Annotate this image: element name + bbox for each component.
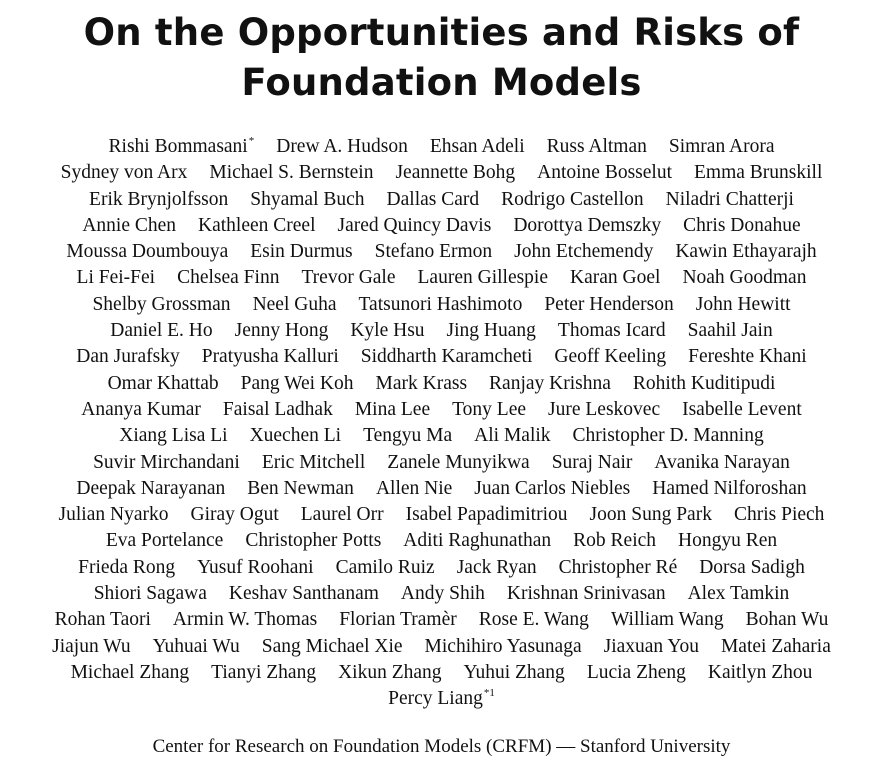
author-name bbox=[110, 318, 212, 344]
author-name-text: Tianyi Zhang bbox=[211, 661, 317, 683]
author-name-text: Ali Malik bbox=[474, 425, 551, 447]
author-name bbox=[190, 502, 278, 528]
author-name-text: Pratyusha Kalluri bbox=[201, 346, 339, 368]
paper-title-line-2: Foundation Models bbox=[241, 61, 642, 104]
author-name-text: Ananya Kumar bbox=[81, 398, 201, 420]
author-name-text: Sang Michael Xie bbox=[261, 635, 403, 657]
author-name-text: Ehsan Adeli bbox=[429, 136, 525, 157]
author-name bbox=[699, 555, 805, 581]
author-name-text: Annie Chen bbox=[82, 214, 177, 236]
author-name-text: Tatsunori Hashimoto bbox=[358, 293, 523, 315]
author-name-text: Christopher Ré bbox=[558, 556, 678, 578]
author-name-text: Joon Sung Park bbox=[589, 504, 712, 526]
paper-title bbox=[0, 8, 883, 108]
author-name-text: John Hewitt bbox=[695, 293, 791, 315]
author-line bbox=[0, 318, 883, 344]
author-name bbox=[94, 581, 207, 607]
author-name-text: Pang Wei Koh bbox=[240, 372, 354, 394]
author-name-text: Simran Arora bbox=[668, 136, 775, 157]
author-name-text: Rob Reich bbox=[573, 530, 657, 552]
author-name bbox=[82, 213, 176, 239]
author-name-text: Christopher D. Manning bbox=[572, 425, 764, 447]
author-name bbox=[376, 371, 468, 397]
author-name-text: Erik Brynjolfsson bbox=[89, 188, 229, 210]
author-name-text: Antoine Bosselut bbox=[537, 162, 673, 184]
author-name bbox=[457, 555, 537, 581]
author-name-text: Jing Huang bbox=[446, 320, 536, 342]
author-name bbox=[276, 134, 408, 160]
author-name bbox=[570, 265, 660, 291]
author-name bbox=[489, 371, 611, 397]
author-line bbox=[0, 607, 883, 633]
author-name bbox=[633, 371, 775, 397]
author-name-text: Omar Khattab bbox=[107, 372, 219, 394]
author-name bbox=[61, 160, 188, 186]
author-name-text: Shiori Sagawa bbox=[93, 583, 207, 605]
author-line bbox=[0, 344, 883, 370]
author-footnote-mark: * bbox=[248, 135, 255, 147]
author-name bbox=[223, 397, 333, 423]
author-name bbox=[71, 660, 190, 686]
author-name-text: Frieda Rong bbox=[78, 556, 176, 578]
author-name-text: Xikun Zhang bbox=[338, 661, 442, 683]
author-name-text: Peter Henderson bbox=[544, 293, 674, 315]
author-name-text: Zanele Munyikwa bbox=[387, 451, 530, 473]
author-name-text: Saahil Jain bbox=[687, 320, 773, 342]
author-name-text: Rohith Kuditipudi bbox=[632, 372, 776, 394]
author-name bbox=[81, 397, 201, 423]
author-name bbox=[359, 292, 523, 318]
author-name bbox=[52, 634, 130, 660]
author-name-text: Siddharth Karamcheti bbox=[360, 346, 533, 368]
author-name bbox=[173, 607, 317, 633]
author-name-text: Jeannette Bohg bbox=[395, 162, 516, 184]
author-name bbox=[66, 239, 228, 265]
author-name-text: Yuhuai Wu bbox=[152, 635, 240, 657]
author-name bbox=[721, 634, 831, 660]
author-name-text: Xiang Lisa Li bbox=[119, 425, 228, 447]
author-name bbox=[209, 160, 373, 186]
author-name bbox=[604, 634, 699, 660]
author-name-text: Thomas Icard bbox=[557, 320, 666, 342]
author-name bbox=[590, 502, 712, 528]
author-name bbox=[547, 134, 647, 160]
author-name bbox=[474, 476, 630, 502]
author-name bbox=[573, 423, 764, 449]
author-line bbox=[0, 581, 883, 607]
author-name-text: John Etchemendy bbox=[514, 241, 654, 263]
author-name-text: Isabel Papadimitriou bbox=[405, 504, 568, 526]
author-name-text: Fereshte Khani bbox=[688, 346, 807, 368]
author-name bbox=[678, 528, 777, 554]
author-name bbox=[406, 502, 568, 528]
author-name bbox=[587, 660, 686, 686]
author-name-text: Michael Zhang bbox=[70, 661, 190, 683]
author-name bbox=[202, 344, 339, 370]
author-name-text: Jiajun Wu bbox=[52, 635, 131, 657]
author-name-text: Sydney von Arx bbox=[60, 162, 188, 184]
author-name-text: Tengyu Ma bbox=[363, 425, 453, 447]
author-name-text: Noah Goodman bbox=[682, 267, 807, 289]
author-name-text: Chelsea Finn bbox=[177, 267, 280, 289]
author-name-text: Alex Tamkin bbox=[687, 583, 790, 605]
author-name bbox=[250, 239, 352, 265]
author-name-text: Krishnan Srinivasan bbox=[506, 583, 666, 605]
author-name-text: Allen Nie bbox=[375, 477, 453, 499]
author-name bbox=[452, 397, 526, 423]
author-name bbox=[464, 660, 565, 686]
author-name-text: William Wang bbox=[610, 609, 724, 631]
author-name bbox=[76, 476, 225, 502]
author-name-text: Kawin Ethayarajh bbox=[675, 241, 817, 263]
author-name bbox=[548, 397, 660, 423]
author-name-text: Shyamal Buch bbox=[250, 188, 365, 210]
author-name bbox=[688, 344, 807, 370]
author-name-text: Jenny Hong bbox=[234, 320, 329, 342]
author-name bbox=[479, 607, 589, 633]
author-name-text: Juan Carlos Niebles bbox=[474, 477, 631, 499]
author-name bbox=[425, 634, 582, 660]
author-name bbox=[78, 555, 175, 581]
author-name-text: Deepak Narayanan bbox=[76, 477, 226, 499]
author-line bbox=[0, 397, 883, 423]
author-name-text: Hamed Nilforoshan bbox=[652, 477, 807, 499]
author-name bbox=[177, 265, 279, 291]
author-name bbox=[559, 555, 678, 581]
author-name bbox=[76, 344, 179, 370]
author-name-text: Drew A. Hudson bbox=[276, 136, 408, 157]
author-name bbox=[669, 134, 775, 160]
author-name-text: Kaitlyn Zhou bbox=[707, 661, 813, 683]
author-line bbox=[0, 187, 883, 213]
author-name bbox=[338, 213, 492, 239]
author-name bbox=[59, 502, 169, 528]
author-name bbox=[654, 450, 790, 476]
author-name-text: Kathleen Creel bbox=[198, 214, 316, 236]
author-name-text: Michael S. Bernstein bbox=[209, 162, 374, 184]
author-name-text: Jack Ryan bbox=[456, 556, 537, 578]
author-line bbox=[0, 292, 883, 318]
author-line bbox=[0, 502, 883, 528]
author-name bbox=[652, 476, 806, 502]
author-name bbox=[250, 423, 342, 449]
author-name bbox=[55, 607, 151, 633]
author-name-text: Esin Durmus bbox=[250, 241, 353, 263]
author-name bbox=[153, 634, 240, 660]
author-name-text: Rodrigo Castellon bbox=[501, 188, 644, 210]
author-name-text: Dallas Card bbox=[386, 188, 480, 210]
author-name-text: Suvir Mirchandani bbox=[93, 451, 240, 473]
author-line bbox=[0, 555, 883, 581]
author-name bbox=[696, 292, 791, 318]
author-name-text: Dorsa Sadigh bbox=[699, 556, 805, 578]
author-name-text: Neel Guha bbox=[252, 293, 337, 315]
author-name bbox=[197, 555, 313, 581]
author-name bbox=[336, 555, 435, 581]
author-name-text: Geoff Keeling bbox=[554, 346, 667, 368]
author-name-text: Niladri Chatterji bbox=[665, 188, 794, 210]
author-name bbox=[688, 318, 773, 344]
author-name-text: Rose E. Wang bbox=[478, 609, 589, 631]
author-name-text: Trevor Gale bbox=[301, 267, 396, 289]
author-name-text: Eva Portelance bbox=[105, 530, 224, 552]
author-name bbox=[93, 450, 240, 476]
author-name bbox=[109, 134, 255, 160]
author-name-text: Dorottya Demszky bbox=[513, 214, 662, 236]
author-name bbox=[119, 423, 227, 449]
author-name bbox=[688, 581, 790, 607]
author-name-text: Ben Newman bbox=[247, 477, 354, 499]
author-name-text: Kyle Hsu bbox=[350, 320, 425, 342]
author-name bbox=[77, 265, 156, 291]
author-name bbox=[708, 660, 813, 686]
author-line bbox=[0, 371, 883, 397]
author-name-text: Russ Altman bbox=[546, 136, 647, 157]
author-name bbox=[108, 371, 219, 397]
author-line bbox=[0, 476, 883, 502]
author-line bbox=[0, 239, 883, 265]
author-name bbox=[558, 318, 666, 344]
author-name bbox=[229, 581, 379, 607]
author-name bbox=[395, 160, 515, 186]
author-name-text: Li Fei-Fei bbox=[76, 267, 156, 289]
author-name-text: Emma Brunskill bbox=[694, 162, 823, 184]
author-line bbox=[0, 686, 883, 712]
author-name-text: Ranjay Krishna bbox=[489, 372, 611, 394]
author-name-text: Laurel Orr bbox=[300, 504, 384, 526]
author-name-text: Hongyu Ren bbox=[678, 530, 778, 552]
author-name bbox=[301, 502, 384, 528]
author-name-text: Shelby Grossman bbox=[92, 293, 231, 315]
author-name bbox=[262, 634, 403, 660]
author-name bbox=[694, 160, 822, 186]
author-footnote-mark: *1 bbox=[483, 687, 495, 700]
author-name-text: Michihiro Yasunaga bbox=[424, 635, 582, 657]
author-name bbox=[92, 292, 230, 318]
author-name-text: Moussa Doumbouya bbox=[66, 241, 229, 263]
author-name bbox=[106, 528, 224, 554]
author-line bbox=[0, 265, 883, 291]
author-name-text: Andy Shih bbox=[400, 583, 485, 605]
author-name bbox=[430, 134, 525, 160]
author-name bbox=[89, 187, 228, 213]
author-name bbox=[361, 344, 533, 370]
author-name-text: Jure Leskovec bbox=[548, 398, 661, 420]
author-name-text: Keshav Santhanam bbox=[228, 583, 379, 605]
author-name bbox=[474, 423, 550, 449]
author-name bbox=[682, 397, 802, 423]
author-name-text: Isabelle Levent bbox=[682, 398, 802, 420]
author-name-text: Chris Donahue bbox=[683, 214, 801, 236]
author-name bbox=[554, 344, 666, 370]
author-name bbox=[245, 528, 381, 554]
author-name bbox=[388, 686, 495, 712]
author-name-text: Lauren Gillespie bbox=[417, 267, 549, 289]
author-name-text: Chris Piech bbox=[733, 504, 825, 526]
author-name-text: Karan Goel bbox=[570, 267, 661, 289]
author-name-text: Matei Zaharia bbox=[720, 635, 831, 657]
author-name bbox=[514, 239, 653, 265]
author-name bbox=[301, 265, 395, 291]
author-name-text: Lucia Zheng bbox=[586, 661, 686, 683]
author-name-text: Armin W. Thomas bbox=[172, 609, 318, 631]
author-name-text: Jiaxuan You bbox=[603, 635, 699, 657]
author-line bbox=[0, 423, 883, 449]
author-name-text: Percy Liang bbox=[388, 688, 483, 710]
author-name bbox=[401, 581, 485, 607]
author-name bbox=[241, 371, 354, 397]
author-name-text: Jared Quincy Davis bbox=[337, 214, 492, 236]
author-name bbox=[746, 607, 829, 633]
author-name bbox=[507, 581, 666, 607]
author-name-text: Yusuf Roohani bbox=[197, 556, 314, 578]
author-name bbox=[376, 476, 452, 502]
author-name-text: Camilo Ruiz bbox=[335, 556, 435, 578]
author-name bbox=[262, 450, 365, 476]
author-list bbox=[0, 134, 883, 713]
author-name-text: Christopher Potts bbox=[245, 530, 382, 552]
author-name bbox=[211, 660, 316, 686]
author-name-text: Eric Mitchell bbox=[261, 451, 366, 473]
author-name-text: Dan Jurafsky bbox=[76, 346, 180, 368]
author-name-text: Rishi Bommasani bbox=[108, 136, 248, 157]
author-name bbox=[198, 213, 316, 239]
author-name bbox=[235, 318, 329, 344]
author-name bbox=[387, 187, 480, 213]
author-line bbox=[0, 660, 883, 686]
author-name-text: Florian Tramèr bbox=[339, 609, 457, 631]
author-name bbox=[250, 187, 364, 213]
author-name bbox=[552, 450, 633, 476]
author-name bbox=[403, 528, 551, 554]
author-name-text: Mina Lee bbox=[354, 398, 431, 420]
author-name-text: Rohan Taori bbox=[54, 609, 151, 631]
author-name bbox=[666, 187, 794, 213]
author-name-text: Mark Krass bbox=[375, 372, 468, 394]
author-name bbox=[544, 292, 673, 318]
author-name-text: Aditi Raghunathan bbox=[403, 530, 552, 552]
author-name bbox=[447, 318, 536, 344]
author-name-text: Yuhui Zhang bbox=[463, 661, 565, 683]
author-name bbox=[375, 239, 493, 265]
author-name bbox=[418, 265, 549, 291]
author-name bbox=[501, 187, 643, 213]
author-name bbox=[339, 607, 457, 633]
author-name bbox=[355, 397, 430, 423]
author-name bbox=[537, 160, 672, 186]
author-name bbox=[253, 292, 337, 318]
author-name-text: Giray Ogut bbox=[190, 504, 279, 526]
author-name bbox=[675, 239, 816, 265]
author-name-text: Stefano Ermon bbox=[374, 241, 493, 263]
author-name bbox=[338, 660, 441, 686]
author-name-text: Xuechen Li bbox=[249, 425, 342, 447]
author-name-text: Daniel E. Ho bbox=[110, 320, 213, 342]
author-name-text: Suraj Nair bbox=[551, 451, 633, 473]
affiliation: Center for Research on Foundation Models (CRFM) — Stanford University bbox=[152, 736, 731, 757]
author-line bbox=[0, 213, 883, 239]
author-name bbox=[513, 213, 661, 239]
author-line bbox=[0, 450, 883, 476]
author-name bbox=[734, 502, 824, 528]
author-name-text: Bohan Wu bbox=[745, 609, 829, 631]
author-name-text: Julian Nyarko bbox=[58, 504, 169, 526]
author-name bbox=[350, 318, 424, 344]
author-name-text: Tony Lee bbox=[452, 398, 527, 420]
author-name bbox=[611, 607, 724, 633]
author-line bbox=[0, 634, 883, 660]
author-line bbox=[0, 528, 883, 554]
author-name bbox=[683, 213, 801, 239]
author-line bbox=[0, 134, 883, 160]
author-name-text: Faisal Ladhak bbox=[222, 398, 333, 420]
author-name-text: Avanika Narayan bbox=[654, 451, 790, 473]
author-name bbox=[387, 450, 529, 476]
author-name bbox=[247, 476, 354, 502]
author-line bbox=[0, 160, 883, 186]
author-name bbox=[682, 265, 806, 291]
paper-title-line-1: On the Opportunities and Risks of bbox=[83, 11, 800, 54]
author-name bbox=[363, 423, 452, 449]
author-name bbox=[573, 528, 656, 554]
